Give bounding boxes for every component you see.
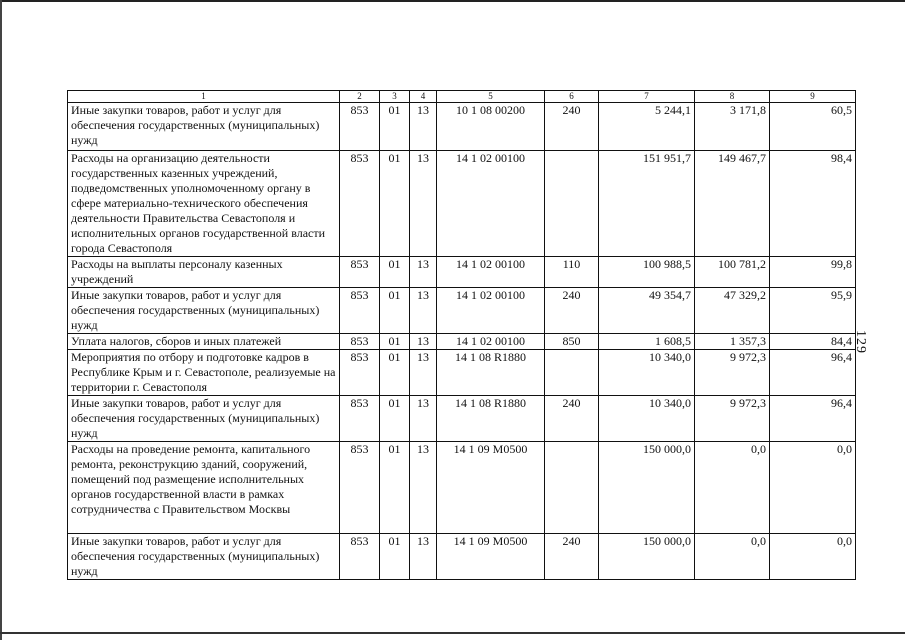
row-admin-code-cell: 853 [340,396,380,442]
row-executed-cell: 0,0 [695,534,770,580]
header-cell: 9 [770,91,856,103]
row-section-cell: 01 [380,103,410,151]
row-approved-cell: 5 244,1 [599,103,695,151]
row-admin-code-cell: 853 [340,151,380,257]
row-executed-cell: 0,0 [695,442,770,534]
header-cell: 8 [695,91,770,103]
row-expense-type-cell: 240 [545,396,599,442]
row-expense-type-cell: 240 [545,103,599,151]
row-executed-cell: 1 357,3 [695,334,770,350]
row-section-cell: 01 [380,442,410,534]
row-expense-type-cell [545,442,599,534]
header-cell: 6 [545,91,599,103]
budget-table [67,90,856,580]
row-percent-cell: 96,4 [770,396,856,442]
header-cell: 3 [380,91,410,103]
row-expense-type-cell: 850 [545,334,599,350]
row-subsection-cell: 13 [410,151,437,257]
row-subsection-cell: 13 [410,257,437,288]
table-row [68,103,856,151]
row-subsection-cell: 13 [410,350,437,396]
row-executed-cell: 3 171,8 [695,103,770,151]
header-cell: 4 [410,91,437,103]
table-header-row [68,91,856,103]
row-name-cell: Мероприятия по отбору и подготовке кадров в Республике Крым и г. Севастополе, реализуемые на территории г. Севастополя [68,350,340,396]
row-approved-cell: 49 354,7 [599,288,695,334]
table-row [68,151,856,257]
row-subsection-cell: 13 [410,534,437,580]
table-row [68,350,856,396]
row-name-cell: Уплата налогов, сборов и иных платежей [68,334,340,350]
row-admin-code-cell: 853 [340,288,380,334]
row-admin-code-cell: 853 [340,257,380,288]
header-cell: 5 [437,91,545,103]
row-percent-cell: 0,0 [770,442,856,534]
row-approved-cell: 151 951,7 [599,151,695,257]
row-expense-type-cell [545,151,599,257]
row-subsection-cell: 13 [410,103,437,151]
header-cell: 1 [68,91,340,103]
row-subsection-cell: 13 [410,288,437,334]
row-executed-cell: 9 972,3 [695,396,770,442]
table-body [68,91,856,580]
row-approved-cell: 1 608,5 [599,334,695,350]
row-section-cell: 01 [380,151,410,257]
row-admin-code-cell: 853 [340,442,380,534]
row-name-cell: Иные закупки товаров, работ и услуг для обеспечения государственных (муниципальных) нужд [68,534,340,580]
row-target-article-cell: 14 1 09 M0500 [437,442,545,534]
row-approved-cell: 150 000,0 [599,534,695,580]
row-target-article-cell: 14 1 08 R1880 [437,350,545,396]
row-section-cell: 01 [380,257,410,288]
row-executed-cell: 100 781,2 [695,257,770,288]
row-percent-cell: 0,0 [770,534,856,580]
row-target-article-cell: 14 1 02 00100 [437,257,545,288]
row-admin-code-cell: 853 [340,103,380,151]
row-expense-type-cell: 240 [545,534,599,580]
row-name-cell: Иные закупки товаров, работ и услуг для обеспечения государственных (муниципальных) нужд [68,288,340,334]
row-expense-type-cell: 240 [545,288,599,334]
row-percent-cell: 60,5 [770,103,856,151]
row-percent-cell: 99,8 [770,257,856,288]
table-row [68,442,856,534]
row-admin-code-cell: 853 [340,334,380,350]
row-section-cell: 01 [380,334,410,350]
row-target-article-cell: 14 1 02 00100 [437,151,545,257]
table-row [68,396,856,442]
row-section-cell: 01 [380,534,410,580]
row-subsection-cell: 13 [410,442,437,534]
page-border-bottom [0,632,905,634]
header-cell: 7 [599,91,695,103]
row-approved-cell: 10 340,0 [599,396,695,442]
row-percent-cell: 98,4 [770,151,856,257]
table-row [68,257,856,288]
row-section-cell: 01 [380,396,410,442]
row-target-article-cell: 14 1 02 00100 [437,288,545,334]
row-name-cell: Расходы на проведение ремонта, капитального ремонта, реконструкцию зданий, сооружений, помещений под размещение исполнительных органов государственной власти в рамках сотрудничества с Правительством Москвы [68,442,340,534]
table-row [68,334,856,350]
row-percent-cell: 96,4 [770,350,856,396]
page-border-top [0,0,905,2]
page-border-left [0,0,2,640]
row-approved-cell: 100 988,5 [599,257,695,288]
row-section-cell: 01 [380,350,410,396]
row-executed-cell: 9 972,3 [695,350,770,396]
row-expense-type-cell [545,350,599,396]
row-subsection-cell: 13 [410,396,437,442]
row-executed-cell: 149 467,7 [695,151,770,257]
row-target-article-cell: 10 1 08 00200 [437,103,545,151]
row-name-cell: Иные закупки товаров, работ и услуг для обеспечения государственных (муниципальных) нужд [68,396,340,442]
row-admin-code-cell: 853 [340,534,380,580]
row-name-cell: Расходы на организацию деятельности государственных казенных учреждений, подведомственных уполномоченному органу в сфере материально-технического обеспечения деятельности Правительства Севастополя и исполнительных органов государственной власти города Севастополя [68,151,340,257]
row-executed-cell: 47 329,2 [695,288,770,334]
row-subsection-cell: 13 [410,334,437,350]
row-approved-cell: 150 000,0 [599,442,695,534]
row-section-cell: 01 [380,288,410,334]
row-name-cell: Иные закупки товаров, работ и услуг для обеспечения государственных (муниципальных) нужд [68,103,340,151]
row-target-article-cell: 14 1 09 M0500 [437,534,545,580]
page-number: 129 [853,330,868,354]
row-percent-cell: 84,4 [770,334,856,350]
row-expense-type-cell: 110 [545,257,599,288]
row-target-article-cell: 14 1 02 00100 [437,334,545,350]
row-approved-cell: 10 340,0 [599,350,695,396]
row-target-article-cell: 14 1 08 R1880 [437,396,545,442]
row-percent-cell: 95,9 [770,288,856,334]
table-row [68,288,856,334]
table-row [68,534,856,580]
header-cell: 2 [340,91,380,103]
row-name-cell: Расходы на выплаты персоналу казенных учреждений [68,257,340,288]
row-admin-code-cell: 853 [340,350,380,396]
